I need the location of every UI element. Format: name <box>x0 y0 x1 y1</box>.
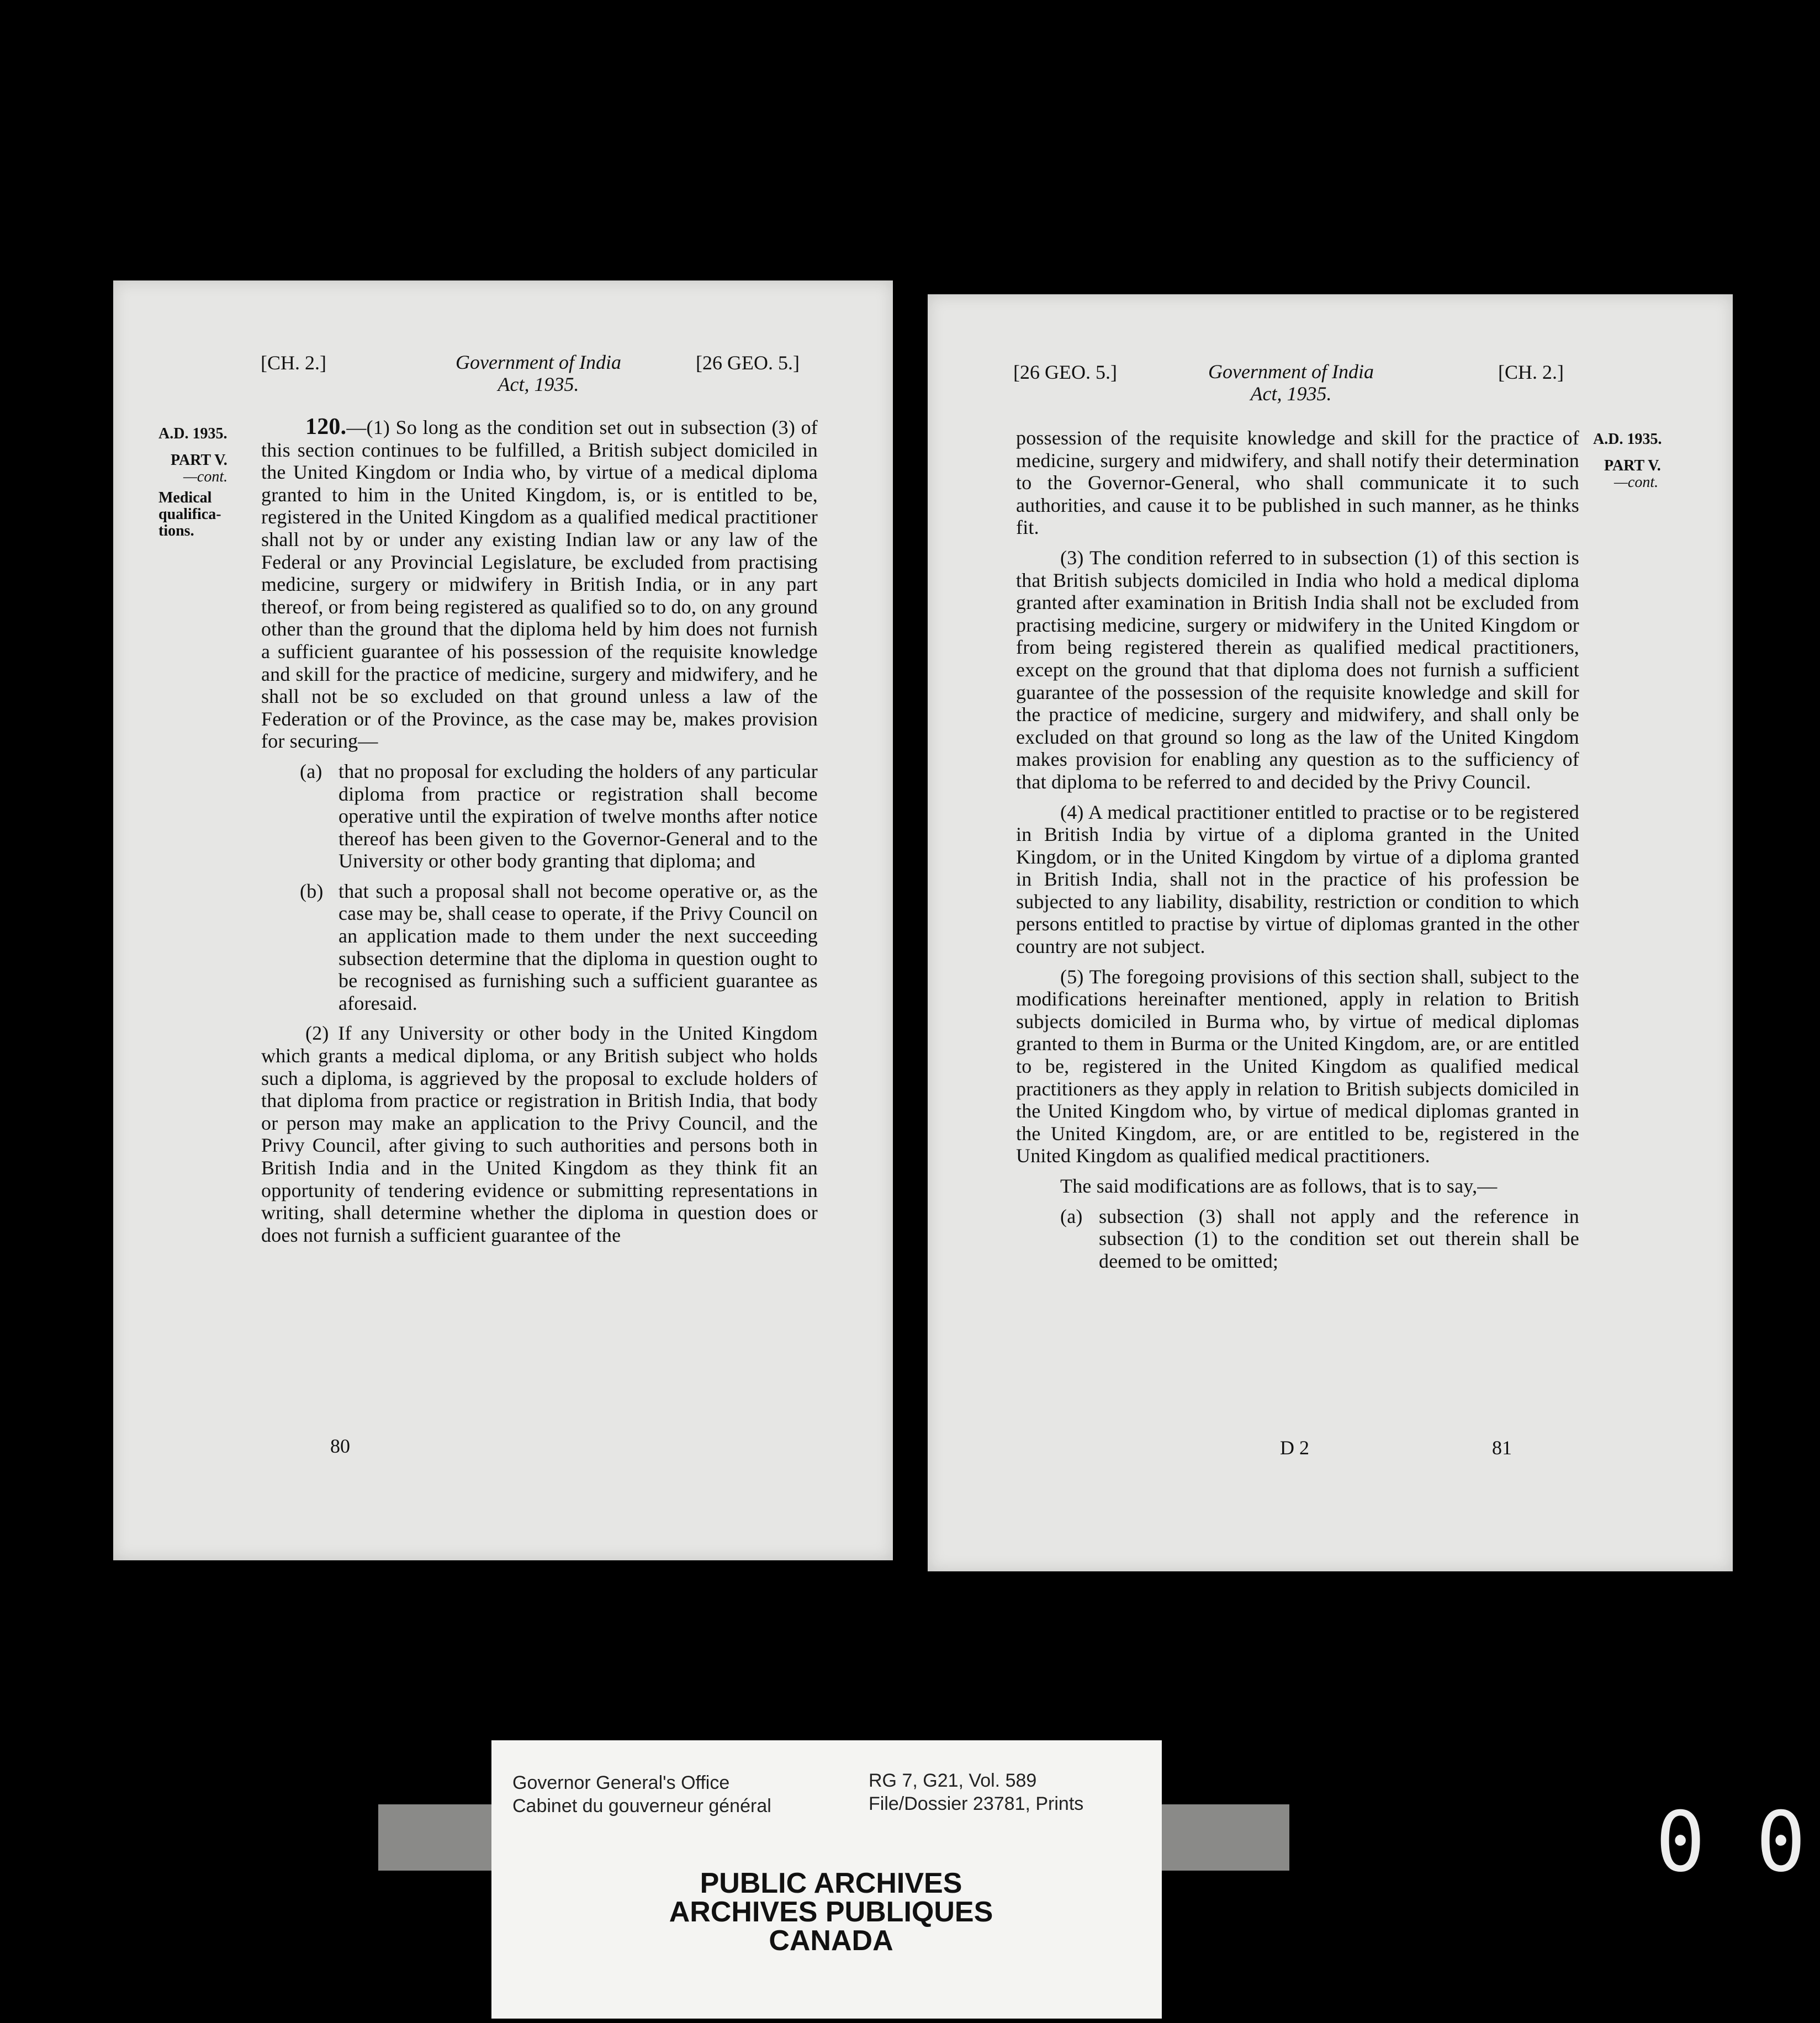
left-page-number: 80 <box>330 1435 350 1457</box>
left-para-1-text: —(1) So long as the condition set out in subsection (3) of this section continues to be fulfilled, a British subject domiciled in the United Kingdom or India who, by virtue of a medical diploma granted to him in the United Kingdom, is, or is entitled to be, registered in the United Kingdom as a qualified medical practitioner shall not by or under any existing Indian law or any law of the Federal or any Provincial Legislature, be excluded from practising medicine, surgery or midwifery in British India, or in any part thereof, or from being registered as qualified so to do, on any ground other than the ground that the diploma held by him does not furnish a sufficient guarantee of his possession of the requisite knowledge and skill for the practice of medicine, surgery and midwifery, and he shall not be so excluded on that ground unless a law of the Federation or of the Province, as the case may be, makes provision for securing— <box>261 416 818 753</box>
left-margin-notes <box>158 426 252 539</box>
left-para-2: (2) If any University or other body in the United Kingdom which grants a medical diploma, or any British subject who holds such a diploma, is aggrieved by the proposal to exclude holders of that diploma from practice or registration in British India, that body or person may make an application to the Privy Council, and the Privy Council, after giving to such authorities and persons both in British India and in the United Kingdom as they think fit an opportunity of tendering evidence or submitting representations in writing, shall determine whether the diploma in question does or does not furnish a sufficient guarantee of the <box>261 1022 818 1246</box>
public-archives-stamp <box>458 1869 1204 2015</box>
right-para-5: (5) The foregoing provisions of this section shall, subject to the modifications hereinafter mentioned, apply in relation to British subjects domiciled in Burma who, by virtue of medical diplomas granted to them in Burma or the United Kingdom, are, or are entitled to be, registered in the United Kingdom as qualified medical practitioners as they apply in relation to British subjects domiciled in the United Kingdom who, by virtue of medical diplomas granted in the United Kingdom, are, or are entitled to be, registered in the United Kingdom as qualified medical practitioners. <box>1016 965 1579 1167</box>
left-margin-note-1: Medical <box>158 489 212 506</box>
section-number: 120. <box>305 414 347 439</box>
right-margin-cont: —cont. <box>1614 474 1659 491</box>
right-margin-part: PART V. <box>1604 457 1661 474</box>
left-header-title-line1: Government of India <box>456 351 621 373</box>
left-item-a-text: that no proposal for excluding the holders of any particular diploma from practice or registration shall become operative until the expiration of twelve months after notice thereof has been given to the Governor-General and to the University or other body granting that diploma; and <box>338 760 818 872</box>
right-header-title <box>1175 361 1407 405</box>
book-gutter <box>893 287 928 1568</box>
left-header-regnal: [26 GEO. 5.] <box>696 352 800 374</box>
right-header-regnal: [26 GEO. 5.] <box>1013 361 1117 383</box>
right-signature-mark: D 2 <box>1280 1437 1309 1459</box>
right-margin-notes <box>1593 431 1681 491</box>
left-item-a-label: (a) <box>300 760 322 782</box>
right-margin-ad: A.D. 1935. <box>1593 431 1662 448</box>
right-para-4: (4) A medical practitioner entitled to practise or to be registered in British India by virtue of a diploma granted in the United Kingdom, or in the United Kingdom by virtue of a diploma granted in British India, shall not in the practice of his profession be subjected to any liability, disability, restriction or condition to which persons entitled to practise by virtue of diplomas granted in the other country are not subject. <box>1016 801 1579 958</box>
right-item-a <box>1016 1205 1579 1273</box>
right-para-mods: The said modifications are as follows, that is to say,— <box>1060 1175 1498 1197</box>
left-item-b-text: that such a proposal shall not become operative or, as the case may be, shall cease to operate, if the Privy Council on an application made to them under the next succeeding subsection determine that the diploma in question ought to be recognised as furnishing such a sufficient guarantee as aforesaid. <box>338 880 818 1014</box>
left-margin-part: PART V. <box>171 452 228 469</box>
left-item-a <box>261 760 818 872</box>
stamp-line-2: ARCHIVES PUBLIQUES <box>669 1896 993 1928</box>
left-margin-ad: A.D. 1935. <box>158 425 228 442</box>
left-para-1 <box>261 416 818 753</box>
right-header-title-line2: Act, 1935. <box>1250 383 1332 405</box>
left-body <box>261 416 818 1254</box>
left-header-title <box>422 351 654 395</box>
left-item-b <box>261 880 818 1015</box>
label-ref-1: RG 7, G21, Vol. 589 <box>869 1770 1037 1791</box>
left-item-b-label: (b) <box>300 880 324 902</box>
right-item-a-label: (a) <box>1060 1205 1083 1227</box>
left-page <box>113 280 893 1560</box>
left-margin-note-2: qualifica- <box>158 506 221 523</box>
frame-counter-digit-2: 0 <box>1756 1794 1806 1890</box>
right-page <box>928 294 1733 1571</box>
right-item-a-text: subsection (3) shall not apply and the reference in subsection (1) to the condition set out therein shall be deemed to be omitted; <box>1099 1205 1579 1272</box>
stamp-line-3: CANADA <box>769 1925 893 1957</box>
stamp-line-1: PUBLIC ARCHIVES <box>700 1867 962 1899</box>
label-ref-2: File/Dossier 23781, Prints <box>869 1793 1084 1814</box>
right-page-number: 81 <box>1492 1437 1512 1459</box>
frame-counter-digit-1: 0 <box>1655 1794 1706 1890</box>
right-header-title-line1: Government of India <box>1208 361 1374 383</box>
right-para-3: (3) The condition referred to in subsection (1) of this section is that British subjects domiciled in India who hold a medical diploma granted after examination in British India shall not be excluded from practising medicine, surgery or midwifery in the United Kingdom or from being registered therein as qualified medical practitioners, except on the ground that that diploma does not furnish a sufficient guarantee of the possession of the requisite knowledge and skill for the practice of medicine, surgery and midwifery, and shall only be excluded on that ground so long as the law of the United Kingdom makes provision for enabling any question as to the sufficiency of that diploma to be referred to and decided by the Privy Council. <box>1016 546 1579 793</box>
label-office-en: Governor General's Office <box>512 1772 730 1793</box>
left-header-chapter: [CH. 2.] <box>261 352 326 374</box>
right-body <box>1016 427 1579 1280</box>
right-para-cont: possession of the requisite knowledge and skill for the practice of medicine, surgery and midwifery, and shall notify their determination to the Governor-General, who shall communicate it to such authorities, and cause it to be published in such manner, as he thinks fit. <box>1016 427 1579 539</box>
left-margin-note-3: tions. <box>158 522 194 539</box>
label-office-fr: Cabinet du gouverneur général <box>512 1796 771 1817</box>
left-margin-cont: —cont. <box>183 468 228 485</box>
right-header-chapter: [CH. 2.] <box>1498 361 1564 383</box>
left-header-title-line2: Act, 1935. <box>498 373 579 395</box>
